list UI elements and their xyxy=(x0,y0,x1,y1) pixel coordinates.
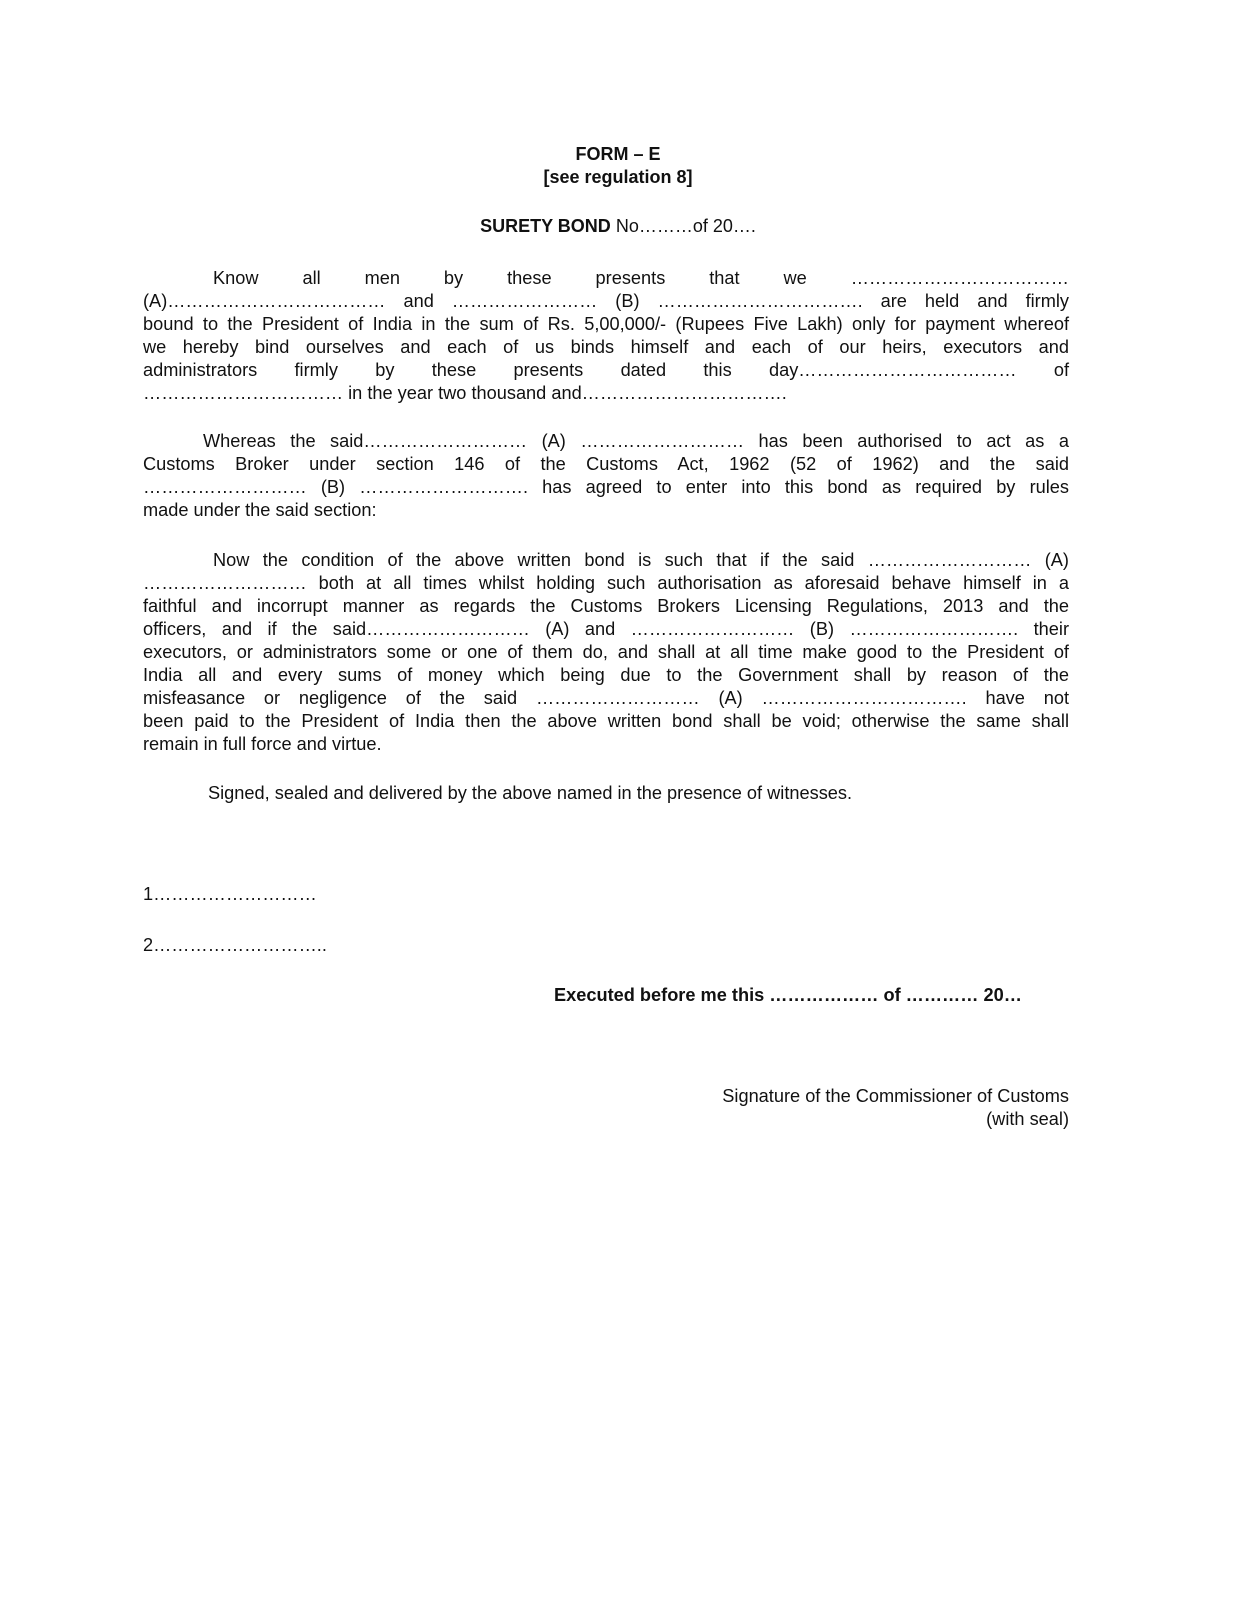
bond-label: SURETY BOND xyxy=(480,216,611,236)
paragraph-line: remain in full force and virtue. xyxy=(143,734,382,754)
seal-note: (with seal) xyxy=(986,1109,1069,1129)
paragraph-line: bound to the President of India in the sum of Rs. 5,00,000/- (Rupees Five Lakh) only for payment whereof xyxy=(143,314,1069,334)
paragraph-line: made under the said section: xyxy=(143,500,377,520)
paragraph-know-all-men xyxy=(143,267,1069,405)
form-title: FORM – E xyxy=(575,144,661,164)
paragraph-line: administrators firmly by these presents dated this day……………………………… of xyxy=(143,360,1069,380)
executed-before-me: Executed before me this ……………… of ………… 20… xyxy=(554,985,1022,1005)
witness-line-2: 2……………………….. xyxy=(143,935,327,955)
paragraph-line: officers, and if the said……………………… (A) and ……………………… (B) ………………………. their xyxy=(143,619,1069,639)
paragraph-line: been paid to the President of India then the above written bond shall be void; otherwise the same shall xyxy=(143,711,1069,731)
paragraph-line: India all and every sums of money which being due to the Government shall by reason of the xyxy=(143,665,1069,685)
paragraph-line: faithful and incorrupt manner as regards the Customs Brokers Licensing Regulations, 2013 and the xyxy=(143,596,1069,616)
paragraph-condition xyxy=(143,549,1069,756)
paragraph-line: executors, or administrators some or one of them do, and shall at all time make good to the President of xyxy=(143,642,1069,662)
witness-line-1: 1……………………… xyxy=(143,884,317,904)
paragraph-signed: Signed, sealed and delivered by the above named in the presence of witnesses. xyxy=(208,783,853,803)
paragraph-whereas xyxy=(143,430,1069,522)
paragraph-line: we hereby bind ourselves and each of us binds himself and each of our heirs, executors and xyxy=(143,337,1069,357)
paragraph-line: ……………………… both at all times whilst holding such authorisation as aforesaid behave himself in a xyxy=(143,573,1069,593)
paragraph-line: Now the condition of the above written bond is such that if the said ……………………… (A) xyxy=(213,550,1069,570)
paragraph-line: ……………………… (B) ………………………. has agreed to enter into this bond as required by rules xyxy=(143,477,1069,497)
surety-bond-heading xyxy=(0,216,1236,237)
paragraph-line: (A)……………………………… and …………………… (B) ……………………………. are held and firmly xyxy=(143,291,1069,311)
bond-number: No………of 20…. xyxy=(610,216,756,236)
paragraph-line: Know all men by these presents that we ……………………………… xyxy=(213,268,1069,288)
signature-commissioner: Signature of the Commissioner of Customs xyxy=(722,1086,1069,1106)
paragraph-line: …………………………… in the year two thousand and……………………………. xyxy=(143,383,787,403)
paragraph-line: misfeasance or negligence of the said ……………………… (A) ……………………………. have not xyxy=(143,688,1069,708)
regulation-reference: [see regulation 8] xyxy=(543,167,693,187)
paragraph-line: Customs Broker under section 146 of the Customs Act, 1962 (52 of 1962) and the said xyxy=(143,454,1069,474)
paragraph-line: Whereas the said……………………… (A) ……………………… has been authorised to act as a xyxy=(203,431,1069,451)
